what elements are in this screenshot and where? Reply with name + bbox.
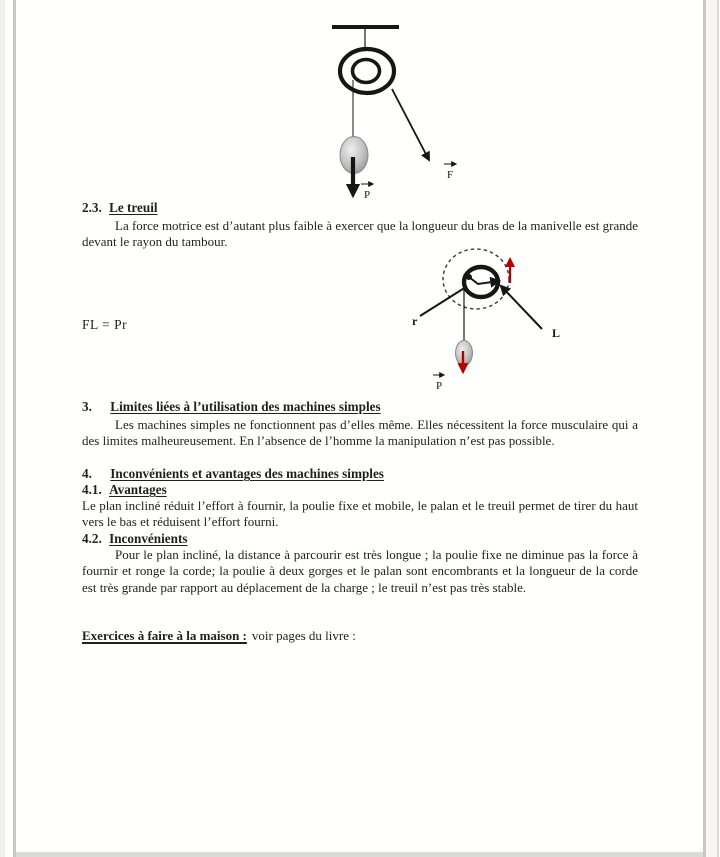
- exercises-line: [82, 628, 356, 644]
- vector-f-label: [444, 164, 456, 181]
- formula-fl-pr: FL = Pr: [82, 317, 128, 332]
- vector-p-label: [361, 184, 373, 201]
- paragraph-limites: Les machines simples ne fonctionnent pas d’elles même. Elles nécessitent la force musculaire qui a des limites malheureusement. En l’absence de l’homme la manipulation n’est pas possible.: [82, 417, 638, 449]
- section-3-heading: [82, 399, 381, 415]
- section-3-number: 3.: [82, 399, 92, 414]
- section-3-title: Limites liées à l’utilisation des machines simples: [110, 399, 381, 414]
- pulley-inner-hub: [353, 60, 380, 83]
- section-2-3-heading: [82, 200, 158, 216]
- section-4-title: Inconvénients et avantages des machines simples: [110, 466, 384, 481]
- crank-radius-arrow: [469, 277, 499, 284]
- section-4-1-title: Avantages: [109, 482, 167, 497]
- page-edge-left-outer: [0, 0, 5, 857]
- effort-rope-line: [392, 89, 429, 160]
- section-2-3-number: 2.3.: [82, 200, 102, 215]
- page-edge-bottom: [16, 852, 703, 857]
- paragraph-treuil: La force motrice est d’autant plus faible à exercer que la longueur du bras de la manivelle est grande devant le rayon du tambour.: [82, 218, 638, 250]
- svg-text:P: P: [436, 380, 443, 392]
- pulley-outer-wheel: [340, 49, 394, 93]
- exercises-label: Exercices à faire à la maison :: [82, 628, 247, 643]
- section-4-2-number: 4.2.: [82, 531, 102, 546]
- section-4-2-title: Inconvénients: [109, 531, 188, 546]
- pulley-figure: [280, 10, 480, 210]
- lever-l-label: L: [552, 326, 561, 340]
- page-edge-right-strip: [706, 0, 717, 857]
- page-edge-right-thin: [717, 0, 719, 857]
- exercises-text: voir pages du livre :: [251, 628, 356, 643]
- svg-text:P: P: [364, 189, 371, 201]
- paragraph-inconvenients: Pour le plan incliné, la distance à parcourir est très longue ; la poulie fixe ne diminue pas la force à fournir et ronge la corde; la poulie à deux gorges et le palan sont encombrants et la longueur de la corde est très grande par rapport au déplacement de la charge ; le treuil n’est pas très stable.: [82, 547, 638, 595]
- section-4-number: 4.: [82, 466, 92, 481]
- winch-vector-p-label: [433, 375, 444, 392]
- section-2-3-title: Le treuil: [109, 200, 158, 215]
- radius-r-label: r: [412, 314, 418, 328]
- paragraph-avantages: Le plan incliné réduit l’effort à fournir, la poulie fixe et mobile, le palan et le treuil permet de tirer du haut vers le bas et réduisent l’effort fourni.: [82, 498, 638, 530]
- section-4-heading: [82, 466, 384, 482]
- radius-r-line: [420, 287, 466, 316]
- section-4-1-number: 4.1.: [82, 482, 102, 497]
- svg-text:F: F: [447, 169, 454, 181]
- section-4-1-heading: [82, 482, 167, 498]
- lever-l-line: [501, 286, 542, 329]
- page-edge-left-line: [13, 0, 16, 857]
- winch-figure: [400, 245, 580, 400]
- section-4-2-heading: [82, 531, 187, 547]
